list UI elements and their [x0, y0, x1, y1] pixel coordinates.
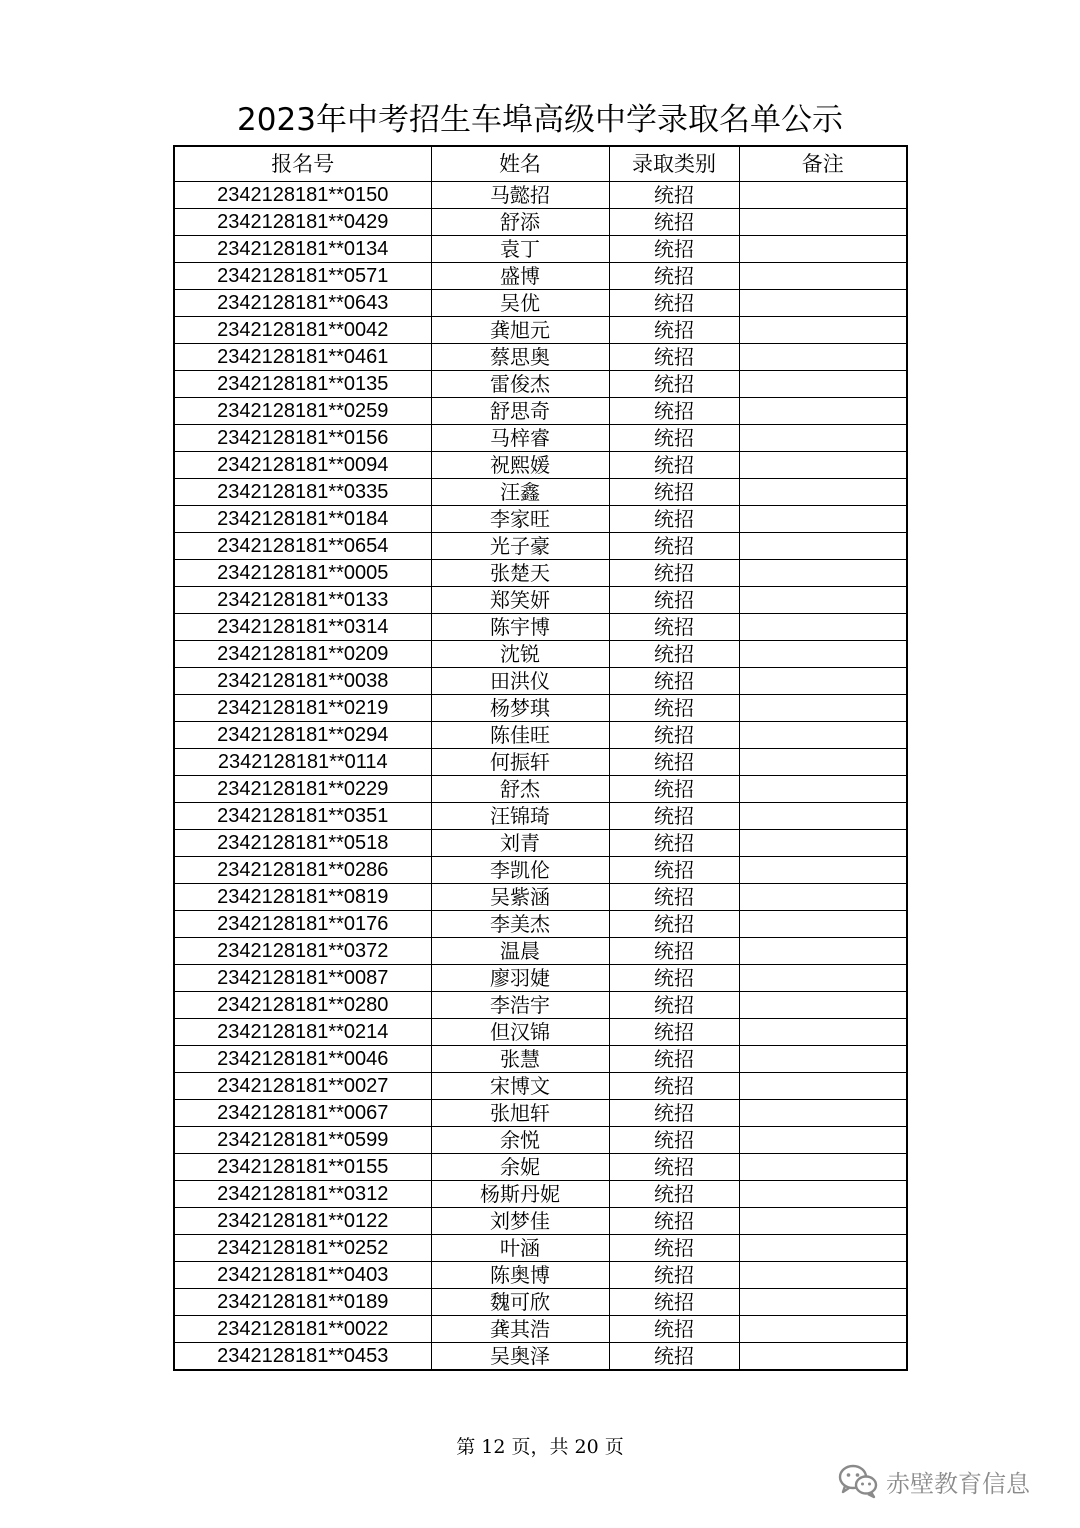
table-row: [174, 317, 907, 344]
remarks-cell: [739, 1019, 907, 1046]
registration-number-cell: 2342128181**0314: [174, 614, 431, 641]
remarks-cell: [739, 479, 907, 506]
registration-number-cell: 2342128181**0518: [174, 830, 431, 857]
table-row: [174, 1208, 907, 1235]
admission-category-cell: 统招: [609, 506, 739, 533]
admission-category-cell: 统招: [609, 1262, 739, 1289]
remarks-cell: [739, 560, 907, 587]
remarks-cell: [739, 911, 907, 938]
registration-number-cell: 2342128181**0094: [174, 452, 431, 479]
admission-category-cell: 统招: [609, 938, 739, 965]
table-row: [174, 668, 907, 695]
student-name-cell: 舒思奇: [431, 398, 609, 425]
student-name-cell: 陈奥博: [431, 1262, 609, 1289]
student-name-cell: 宋博文: [431, 1073, 609, 1100]
table-row: [174, 911, 907, 938]
registration-number-cell: 2342128181**0155: [174, 1154, 431, 1181]
table-row: [174, 263, 907, 290]
remarks-cell: [739, 182, 907, 209]
admission-category-cell: 统招: [609, 776, 739, 803]
admission-category-cell: 统招: [609, 1181, 739, 1208]
admission-category-cell: 统招: [609, 695, 739, 722]
registration-number-cell: 2342128181**0372: [174, 938, 431, 965]
remarks-cell: [739, 587, 907, 614]
table-row: [174, 965, 907, 992]
admission-category-cell: 统招: [609, 587, 739, 614]
wechat-icon: [838, 1463, 878, 1499]
table-row: [174, 1262, 907, 1289]
table-row: [174, 1343, 907, 1371]
table-row: [174, 884, 907, 911]
student-name-cell: 雷俊杰: [431, 371, 609, 398]
student-name-cell: 杨斯丹妮: [431, 1181, 609, 1208]
admission-category-cell: 统招: [609, 641, 739, 668]
table-row: [174, 1289, 907, 1316]
student-name-cell: 龚旭元: [431, 317, 609, 344]
header-admission-category: 录取类别: [609, 146, 739, 182]
admission-category-cell: 统招: [609, 344, 739, 371]
student-name-cell: 张楚天: [431, 560, 609, 587]
registration-number-cell: 2342128181**0027: [174, 1073, 431, 1100]
remarks-cell: [739, 506, 907, 533]
student-name-cell: 龚其浩: [431, 1316, 609, 1343]
remarks-cell: [739, 236, 907, 263]
student-name-cell: 张慧: [431, 1046, 609, 1073]
student-name-cell: 余妮: [431, 1154, 609, 1181]
table-row: [174, 371, 907, 398]
registration-number-cell: 2342128181**0046: [174, 1046, 431, 1073]
table-row: [174, 479, 907, 506]
remarks-cell: [739, 1100, 907, 1127]
student-name-cell: 李浩宇: [431, 992, 609, 1019]
watermark: [838, 1461, 1030, 1501]
registration-number-cell: 2342128181**0134: [174, 236, 431, 263]
table-row: [174, 398, 907, 425]
registration-number-cell: 2342128181**0259: [174, 398, 431, 425]
admission-category-cell: 统招: [609, 1289, 739, 1316]
remarks-cell: [739, 1073, 907, 1100]
admission-category-cell: 统招: [609, 425, 739, 452]
admission-category-cell: 统招: [609, 236, 739, 263]
remarks-cell: [739, 641, 907, 668]
admission-category-cell: 统招: [609, 965, 739, 992]
registration-number-cell: 2342128181**0654: [174, 533, 431, 560]
admission-category-cell: 统招: [609, 182, 739, 209]
remarks-cell: [739, 992, 907, 1019]
admission-category-cell: 统招: [609, 668, 739, 695]
student-name-cell: 马梓睿: [431, 425, 609, 452]
admission-category-cell: 统招: [609, 830, 739, 857]
remarks-cell: [739, 317, 907, 344]
remarks-cell: [739, 425, 907, 452]
remarks-cell: [739, 209, 907, 236]
registration-number-cell: 2342128181**0135: [174, 371, 431, 398]
admission-category-cell: 统招: [609, 317, 739, 344]
admission-category-cell: 统招: [609, 992, 739, 1019]
document-title: 2023年中考招生车埠高级中学录取名单公示: [237, 102, 843, 138]
registration-number-cell: 2342128181**0429: [174, 209, 431, 236]
student-name-cell: 盛博: [431, 263, 609, 290]
remarks-cell: [739, 1316, 907, 1343]
student-name-cell: 舒添: [431, 209, 609, 236]
registration-number-cell: 2342128181**0156: [174, 425, 431, 452]
admission-category-cell: 统招: [609, 1127, 739, 1154]
student-name-cell: 魏可欣: [431, 1289, 609, 1316]
student-name-cell: 汪鑫: [431, 479, 609, 506]
student-name-cell: 温晨: [431, 938, 609, 965]
table-row: [174, 533, 907, 560]
table-body: [174, 182, 907, 1371]
registration-number-cell: 2342128181**0067: [174, 1100, 431, 1127]
admission-category-cell: 统招: [609, 614, 739, 641]
table-row: [174, 938, 907, 965]
header-remarks: 备注: [739, 146, 907, 182]
registration-number-cell: 2342128181**0286: [174, 857, 431, 884]
table-row: [174, 1046, 907, 1073]
student-name-cell: 田洪仪: [431, 668, 609, 695]
table-row: [174, 1073, 907, 1100]
table-row: [174, 749, 907, 776]
table-row: [174, 1019, 907, 1046]
student-name-cell: 光子豪: [431, 533, 609, 560]
remarks-cell: [739, 1181, 907, 1208]
registration-number-cell: 2342128181**0122: [174, 1208, 431, 1235]
student-name-cell: 祝熙媛: [431, 452, 609, 479]
table-row: [174, 587, 907, 614]
table-row: [174, 1154, 907, 1181]
table-row: [174, 857, 907, 884]
registration-number-cell: 2342128181**0351: [174, 803, 431, 830]
registration-number-cell: 2342128181**0214: [174, 1019, 431, 1046]
admission-category-cell: 统招: [609, 803, 739, 830]
admission-category-cell: 统招: [609, 1073, 739, 1100]
registration-number-cell: 2342128181**0219: [174, 695, 431, 722]
student-name-cell: 汪锦琦: [431, 803, 609, 830]
remarks-cell: [739, 776, 907, 803]
student-name-cell: 刘青: [431, 830, 609, 857]
student-name-cell: 何振轩: [431, 749, 609, 776]
admission-category-cell: 统招: [609, 263, 739, 290]
remarks-cell: [739, 884, 907, 911]
table-row: [174, 290, 907, 317]
remarks-cell: [739, 1046, 907, 1073]
remarks-cell: [739, 1289, 907, 1316]
admission-category-cell: 统招: [609, 452, 739, 479]
student-name-cell: 沈锐: [431, 641, 609, 668]
watermark-text: 赤壁教育信息: [886, 1469, 1030, 1498]
registration-number-cell: 2342128181**0403: [174, 1262, 431, 1289]
registration-number-cell: 2342128181**0038: [174, 668, 431, 695]
admission-category-cell: 统招: [609, 398, 739, 425]
remarks-cell: [739, 668, 907, 695]
admission-category-cell: 统招: [609, 884, 739, 911]
header-name: 姓名: [431, 146, 609, 182]
student-name-cell: 郑笑妍: [431, 587, 609, 614]
table-row: [174, 560, 907, 587]
registration-number-cell: 2342128181**0819: [174, 884, 431, 911]
student-name-cell: 但汉锦: [431, 1019, 609, 1046]
registration-number-cell: 2342128181**0461: [174, 344, 431, 371]
remarks-cell: [739, 965, 907, 992]
table-row: [174, 506, 907, 533]
registration-number-cell: 2342128181**0571: [174, 263, 431, 290]
student-name-cell: 马懿招: [431, 182, 609, 209]
admission-category-cell: 统招: [609, 1343, 739, 1371]
admission-category-cell: 统招: [609, 911, 739, 938]
remarks-cell: [739, 695, 907, 722]
registration-number-cell: 2342128181**0022: [174, 1316, 431, 1343]
table-row: [174, 1181, 907, 1208]
admission-table: [173, 145, 908, 1371]
registration-number-cell: 2342128181**0176: [174, 911, 431, 938]
remarks-cell: [739, 533, 907, 560]
registration-number-cell: 2342128181**0133: [174, 587, 431, 614]
remarks-cell: [739, 803, 907, 830]
remarks-cell: [739, 263, 907, 290]
admission-category-cell: 统招: [609, 560, 739, 587]
table-row: [174, 1316, 907, 1343]
admission-category-cell: 统招: [609, 479, 739, 506]
registration-number-cell: 2342128181**0643: [174, 290, 431, 317]
student-name-cell: 廖羽婕: [431, 965, 609, 992]
table-row: [174, 1127, 907, 1154]
student-name-cell: 李美杰: [431, 911, 609, 938]
registration-number-cell: 2342128181**0453: [174, 1343, 431, 1371]
registration-number-cell: 2342128181**0114: [174, 749, 431, 776]
remarks-cell: [739, 1208, 907, 1235]
table-row: [174, 803, 907, 830]
registration-number-cell: 2342128181**0294: [174, 722, 431, 749]
student-name-cell: 吴优: [431, 290, 609, 317]
remarks-cell: [739, 1127, 907, 1154]
table-row: [174, 695, 907, 722]
table-row: [174, 614, 907, 641]
registration-number-cell: 2342128181**0005: [174, 560, 431, 587]
table-header-row: [174, 146, 907, 182]
remarks-cell: [739, 830, 907, 857]
admission-category-cell: 统招: [609, 209, 739, 236]
registration-number-cell: 2342128181**0209: [174, 641, 431, 668]
remarks-cell: [739, 1154, 907, 1181]
student-name-cell: 袁丁: [431, 236, 609, 263]
admission-category-cell: 统招: [609, 722, 739, 749]
header-registration-number: 报名号: [174, 146, 431, 182]
remarks-cell: [739, 1262, 907, 1289]
admission-category-cell: 统招: [609, 1235, 739, 1262]
student-name-cell: 叶涵: [431, 1235, 609, 1262]
remarks-cell: [739, 1235, 907, 1262]
remarks-cell: [739, 1343, 907, 1371]
table-row: [174, 1235, 907, 1262]
table-row: [174, 776, 907, 803]
admission-category-cell: 统招: [609, 533, 739, 560]
table-row: [174, 209, 907, 236]
table-row: [174, 425, 907, 452]
student-name-cell: 杨梦琪: [431, 695, 609, 722]
registration-number-cell: 2342128181**0229: [174, 776, 431, 803]
admission-category-cell: 统招: [609, 1316, 739, 1343]
table-row: [174, 344, 907, 371]
remarks-cell: [739, 614, 907, 641]
registration-number-cell: 2342128181**0280: [174, 992, 431, 1019]
admission-category-cell: 统招: [609, 1154, 739, 1181]
student-name-cell: 余悦: [431, 1127, 609, 1154]
remarks-cell: [739, 749, 907, 776]
student-name-cell: 吴紫涵: [431, 884, 609, 911]
registration-number-cell: 2342128181**0184: [174, 506, 431, 533]
table-row: [174, 1100, 907, 1127]
table-row: [174, 182, 907, 209]
remarks-cell: [739, 857, 907, 884]
table-row: [174, 452, 907, 479]
registration-number-cell: 2342128181**0189: [174, 1289, 431, 1316]
admission-category-cell: 统招: [609, 857, 739, 884]
registration-number-cell: 2342128181**0312: [174, 1181, 431, 1208]
admission-category-cell: 统招: [609, 1208, 739, 1235]
page-footer: 第 12 页，共 20 页: [456, 1436, 624, 1458]
table-row: [174, 722, 907, 749]
admission-category-cell: 统招: [609, 290, 739, 317]
student-name-cell: 吴奥泽: [431, 1343, 609, 1371]
admission-category-cell: 统招: [609, 1100, 739, 1127]
registration-number-cell: 2342128181**0150: [174, 182, 431, 209]
admission-category-cell: 统招: [609, 1046, 739, 1073]
remarks-cell: [739, 398, 907, 425]
student-name-cell: 舒杰: [431, 776, 609, 803]
remarks-cell: [739, 344, 907, 371]
registration-number-cell: 2342128181**0599: [174, 1127, 431, 1154]
remarks-cell: [739, 938, 907, 965]
student-name-cell: 张旭轩: [431, 1100, 609, 1127]
table-row: [174, 236, 907, 263]
student-name-cell: 蔡思奥: [431, 344, 609, 371]
admission-category-cell: 统招: [609, 1019, 739, 1046]
registration-number-cell: 2342128181**0042: [174, 317, 431, 344]
admission-category-cell: 统招: [609, 749, 739, 776]
remarks-cell: [739, 290, 907, 317]
student-name-cell: 陈佳旺: [431, 722, 609, 749]
student-name-cell: 陈宇博: [431, 614, 609, 641]
registration-number-cell: 2342128181**0252: [174, 1235, 431, 1262]
registration-number-cell: 2342128181**0087: [174, 965, 431, 992]
remarks-cell: [739, 371, 907, 398]
remarks-cell: [739, 722, 907, 749]
registration-number-cell: 2342128181**0335: [174, 479, 431, 506]
table-row: [174, 830, 907, 857]
table-row: [174, 992, 907, 1019]
student-name-cell: 李家旺: [431, 506, 609, 533]
student-name-cell: 刘梦佳: [431, 1208, 609, 1235]
table-row: [174, 641, 907, 668]
remarks-cell: [739, 452, 907, 479]
student-name-cell: 李凯伦: [431, 857, 609, 884]
admission-category-cell: 统招: [609, 371, 739, 398]
